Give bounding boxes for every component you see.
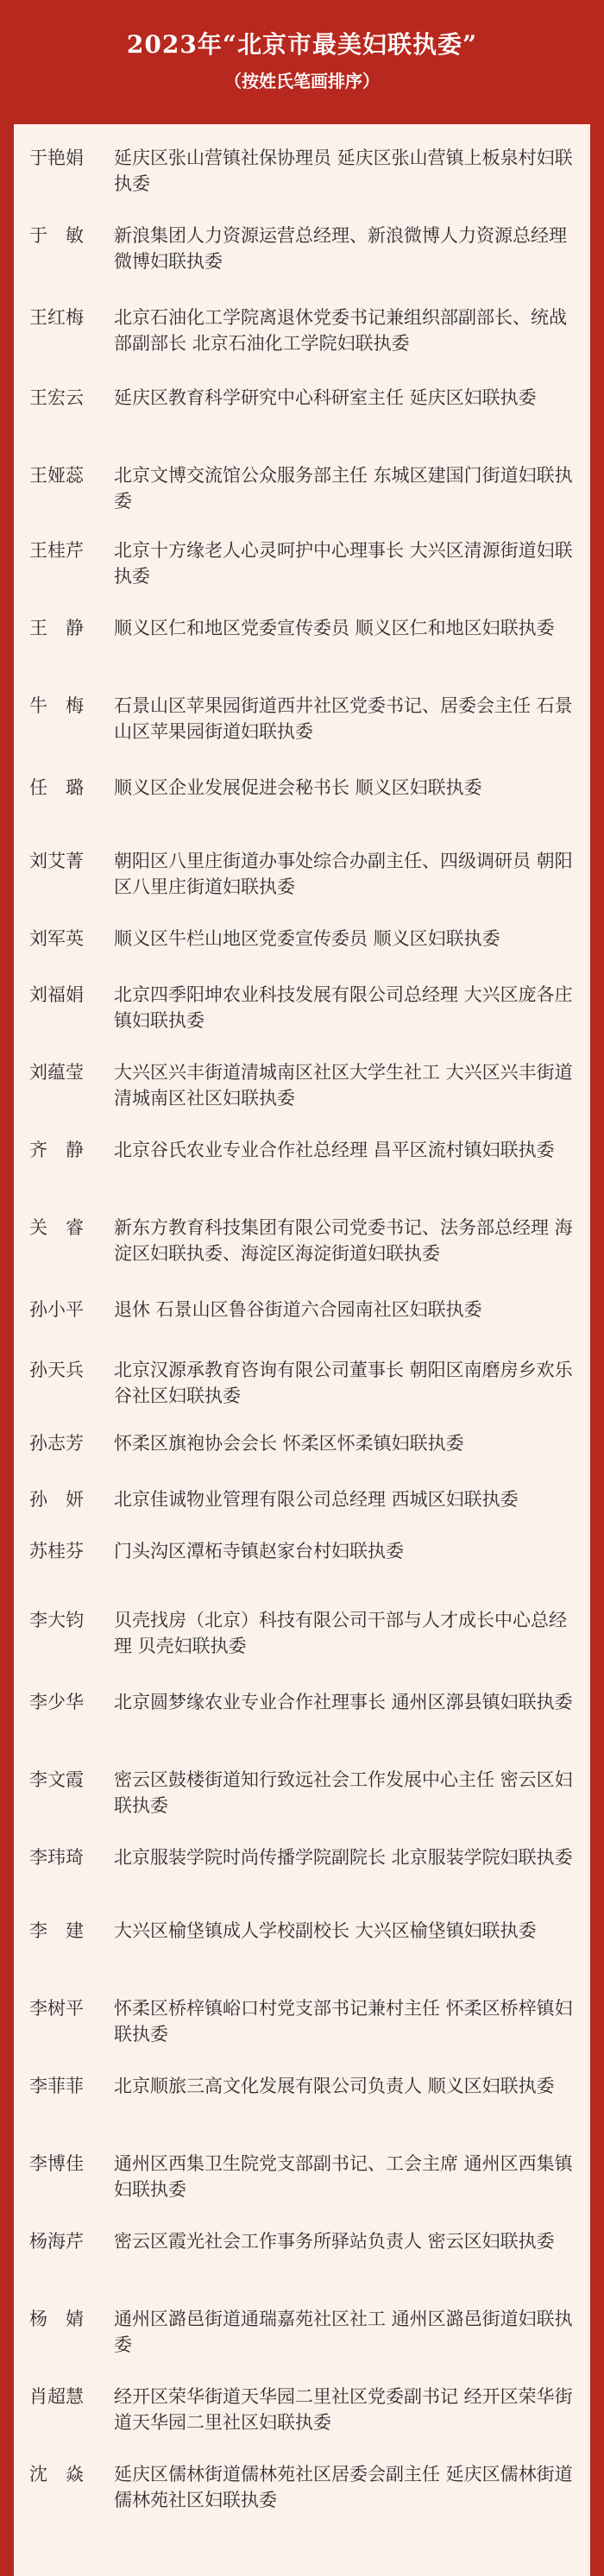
- honoree-name: 牛 梅: [29, 695, 84, 716]
- honoree-list-card: [14, 124, 590, 2576]
- honoree-description: 通州区西集卫生院党支部副书记、工会主席 通州区西集镇妇联执委: [114, 2153, 573, 2200]
- honoree-name: 于 敏: [29, 225, 84, 246]
- honoree-name: 关 睿: [29, 1217, 84, 1238]
- honoree-list: [14, 124, 590, 2510]
- honoree-description: 北京文博交流馆公众服务部主任 东城区建国门街道妇联执委: [114, 465, 573, 512]
- honoree-description: 延庆区教育科学研究中心科研室主任 延庆区妇联执委: [114, 387, 537, 408]
- honoree-description: 经开区荣华街道天华园二里社区党委副书记 经开区荣华街道天华园二里社区妇联执委: [114, 2386, 573, 2433]
- honoree-name: 刘福娟: [29, 984, 84, 1005]
- honoree-name: 孙天兵: [29, 1360, 84, 1380]
- honoree-name: 王桂芹: [29, 540, 84, 561]
- honoree-description: 退休 石景山区鲁谷街道六合园南社区妇联执委: [114, 1299, 482, 1320]
- honoree-name: 刘蕴莹: [29, 1062, 84, 1083]
- honoree-description: 密云区霞光社会工作事务所驿站负责人 密云区妇联执委: [114, 2231, 555, 2252]
- honoree-name: 王红梅: [29, 307, 84, 328]
- honoree-name: 李少华: [29, 1692, 84, 1712]
- honoree-description: 密云区鼓楼街道知行致远社会工作发展中心主任 密云区妇联执委: [114, 1769, 573, 1816]
- honoree-description: 顺义区仁和地区党委宣传委员 顺义区仁和地区妇联执委: [114, 618, 555, 638]
- honoree-description: 顺义区企业发展促进会秘书长 顺义区妇联执委: [114, 777, 482, 798]
- honoree-description: 石景山区苹果园街道西井社区党委书记、居委会主任 石景山区苹果园街道妇联执委: [114, 695, 573, 742]
- honoree-name: 李玮琦: [29, 1847, 84, 1868]
- honoree-name: 苏桂芬: [29, 1541, 84, 1561]
- honoree-description: 北京石油化工学院离退休党委书记兼组织部副部长、统战部副部长 北京石油化工学院妇联执委: [114, 307, 567, 354]
- honoree-description: 北京服装学院时尚传播学院副院长 北京服装学院妇联执委: [114, 1847, 573, 1868]
- honoree-name: 肖超慧: [29, 2386, 84, 2407]
- honoree-name: 孙小平: [29, 1299, 84, 1320]
- honoree-description: 顺义区牛栏山地区党委宣传委员 顺义区妇联执委: [114, 928, 500, 949]
- honoree-description: 怀柔区旗袍协会会长 怀柔区怀柔镇妇联执委: [114, 1433, 464, 1454]
- honoree-name: 李大钧: [29, 1610, 84, 1630]
- honoree-name: 杨海芹: [29, 2231, 84, 2252]
- honoree-description: 大兴区榆垡镇成人学校副校长 大兴区榆垡镇妇联执委: [114, 1920, 537, 1941]
- honoree-name: 王宏云: [29, 387, 84, 408]
- honoree-name: 王 静: [29, 618, 84, 638]
- honoree-description: 北京十方缘老人心灵呵护中心理事长 大兴区清源街道妇联执委: [114, 540, 573, 587]
- honoree-description: 怀柔区桥梓镇峪口村党支部书记兼村主任 怀柔区桥梓镇妇联执委: [114, 1998, 573, 2045]
- honoree-description: 贝壳找房（北京）科技有限公司干部与人才成长中心总经理 贝壳妇联执委: [114, 1610, 567, 1656]
- honoree-description: 大兴区兴丰街道清城南区社区大学生社工 大兴区兴丰街道清城南区社区妇联执委: [114, 1062, 573, 1109]
- page-subtitle: （按姓氏笔画排序）: [224, 71, 380, 91]
- honoree-description: 新浪集团人力资源运营总经理、新浪微博人力资源总经理 微博妇联执委: [114, 225, 567, 272]
- honoree-description: 北京谷氏农业专业合作社总经理 昌平区流村镇妇联执委: [114, 1140, 555, 1160]
- honoree-description: 北京圆梦缘农业专业合作社理事长 通州区漷县镇妇联执委: [114, 1692, 573, 1712]
- header-banner: [0, 0, 604, 110]
- honoree-name: 齐 静: [29, 1140, 84, 1160]
- honoree-description: 北京汉源承教育咨询有限公司董事长 朝阳区南磨房乡欢乐谷社区妇联执委: [114, 1360, 573, 1406]
- honoree-name: 李树平: [29, 1998, 84, 2019]
- honoree-name: 孙志芳: [29, 1433, 84, 1454]
- honoree-name: 于艳娟: [29, 148, 84, 168]
- honoree-description: 北京顺旅三高文化发展有限公司负责人 顺义区妇联执委: [114, 2076, 555, 2096]
- honoree-name: 李文霞: [29, 1769, 84, 1790]
- honoree-name: 刘艾菁: [29, 851, 84, 871]
- honoree-description: 门头沟区潭柘寺镇赵家台村妇联执委: [114, 1541, 404, 1561]
- honoree-name: 李博佳: [29, 2153, 84, 2174]
- honoree-name: 任 璐: [29, 777, 84, 798]
- honoree-name: 王娅蕊: [29, 465, 84, 486]
- honoree-description: 通州区潞邑街道通瑞嘉苑社区社工 通州区潞邑街道妇联执委: [114, 2309, 573, 2355]
- honoree-description: 朝阳区八里庄街道办事处综合办副主任、四级调研员 朝阳区八里庄街道妇联执委: [114, 851, 573, 897]
- honoree-name: 沈 焱: [29, 2464, 84, 2485]
- honoree-description: 北京四季阳坤农业科技发展有限公司总经理 大兴区庞各庄镇妇联执委: [114, 984, 573, 1031]
- honoree-name: 李菲菲: [29, 2076, 84, 2096]
- honoree-description: 延庆区张山营镇社保协理员 延庆区张山营镇上板泉村妇联执委: [114, 148, 573, 194]
- honoree-name: 李 建: [29, 1920, 84, 1941]
- honoree-name: 孙 妍: [29, 1489, 84, 1510]
- page-title: 2023年“北京市最美妇联执委”: [126, 30, 478, 59]
- honoree-description: 新东方教育科技集团有限公司党委书记、法务部总经理 海淀区妇联执委、海淀区海淀街道妇联执委: [114, 1217, 573, 1264]
- honoree-name: 刘军英: [29, 928, 84, 949]
- honoree-description: 延庆区儒林街道儒林苑社区居委会副主任 延庆区儒林街道儒林苑社区妇联执委: [114, 2464, 573, 2510]
- honoree-description: 北京佳诚物业管理有限公司总经理 西城区妇联执委: [114, 1489, 519, 1510]
- honoree-name: 杨 婧: [29, 2309, 84, 2329]
